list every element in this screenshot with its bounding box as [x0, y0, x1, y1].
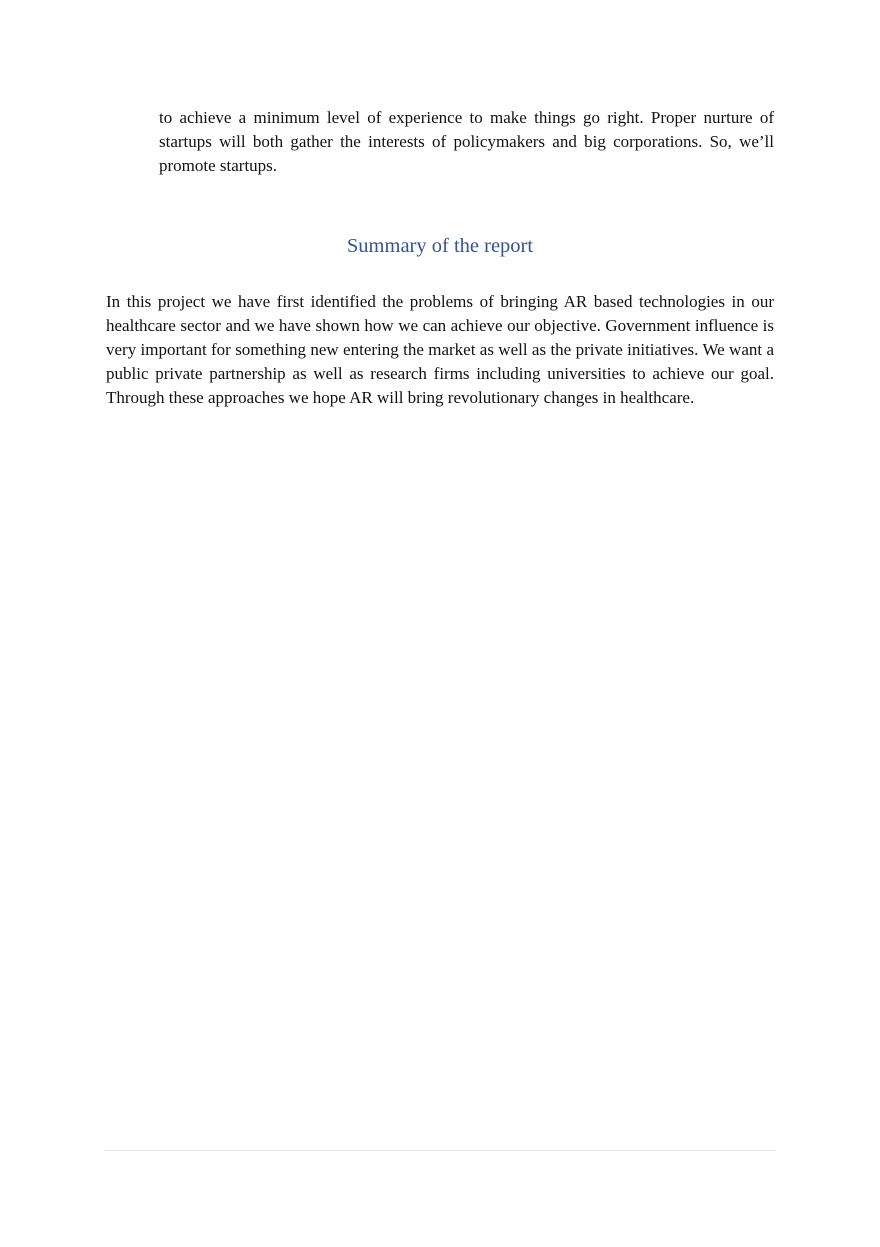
summary-paragraph: In this project we have first identified the problems of bringing AR based technologies in our healthcare sector and we have shown how we can achieve our objective. Government influence is very important for something new entering the market as well as the private initiatives. We want a public private partnership as well as research firms including universities to achieve our goal. Through these approaches we hope AR will bring revolutionary changes in healthcare. [106, 292, 774, 407]
section-heading-summary: Summary of the report [346, 235, 534, 257]
continued-paragraph: to achieve a minimum level of experience to make things go right. Proper nurture of startups will both gather the interests of policymakers and big corporations. So, we’ll promote startups. [159, 108, 774, 175]
footer-divider [104, 1150, 776, 1151]
